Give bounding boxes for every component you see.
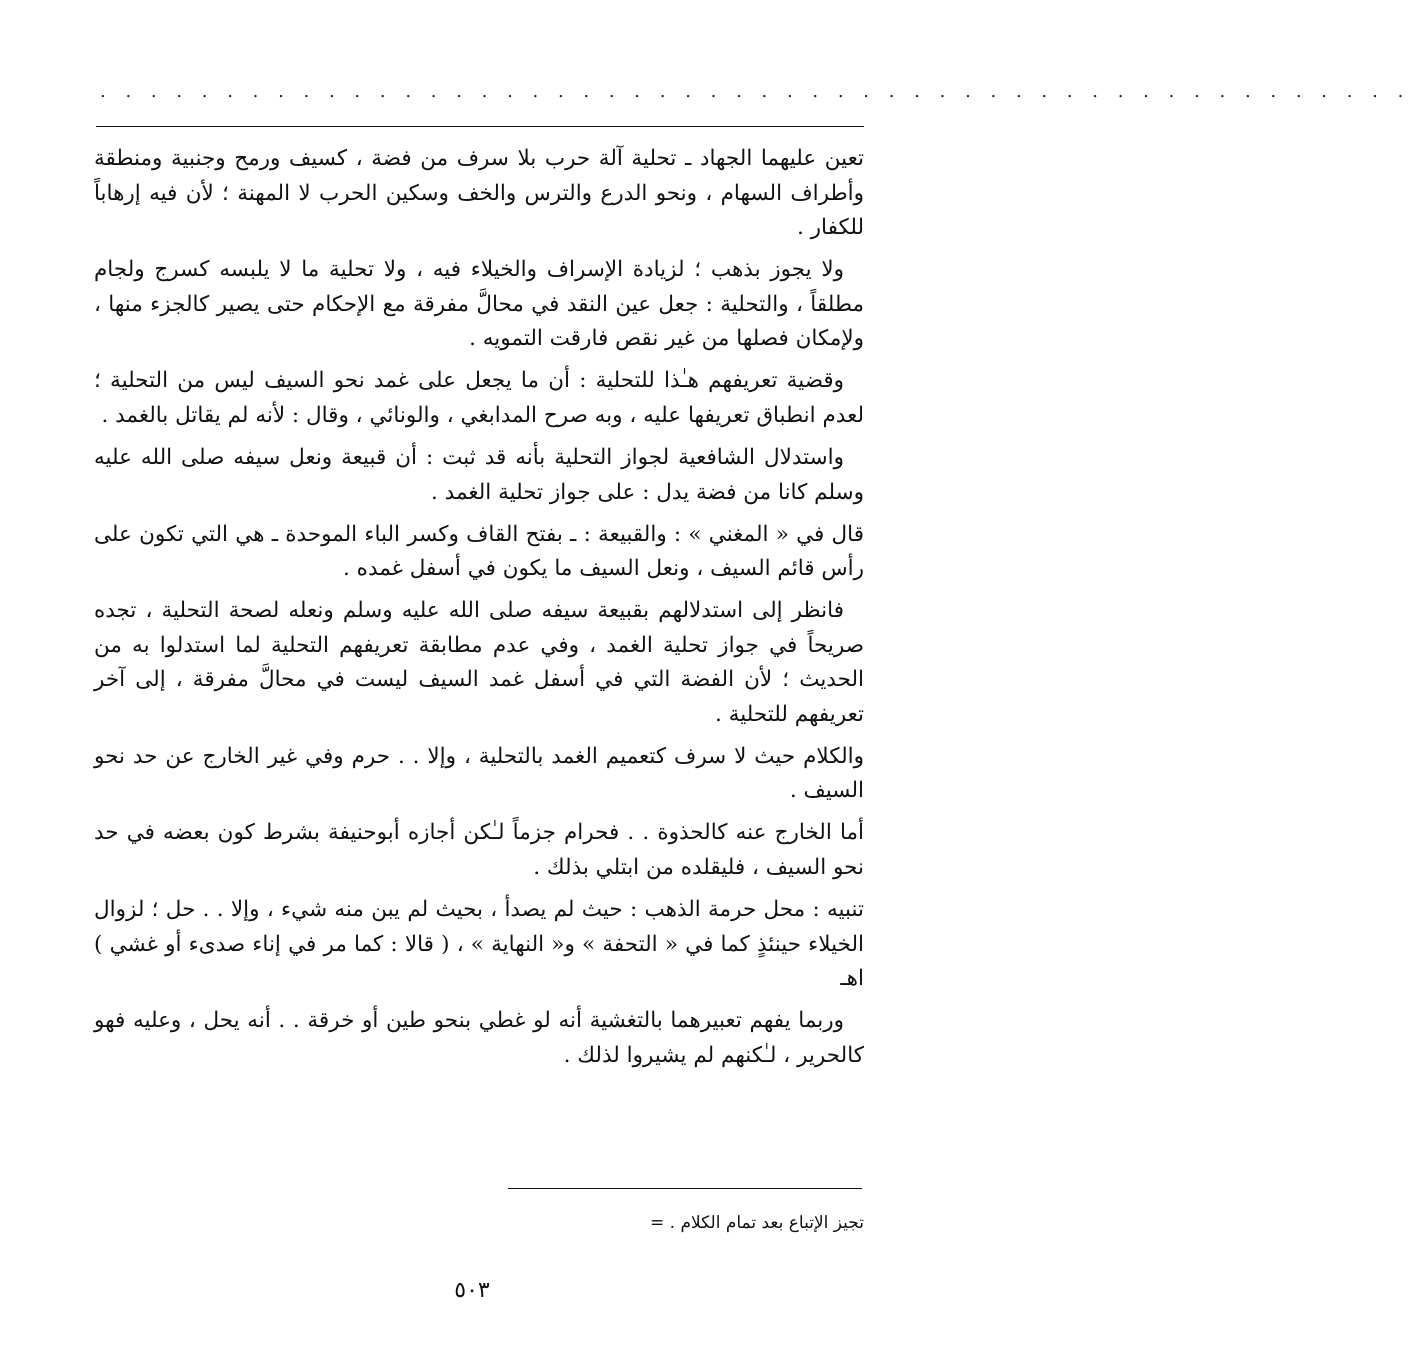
- paragraph-10: وربما يفهم تعبيرهما بالتغشية أنه لو غطي بنحو طين أو خرقة . . أنه يحل ، وعليه فهو كالحرير ، لـٰكنهم لم يشيروا لذلك .: [94, 1008, 864, 1068]
- paragraph-1: تعين عليهما الجهاد ـ تحلية آلة حرب بلا سرف من فضة ، كسيف ورمح وجنبية ومنطقة وأطراف السهام ، ونحو الدرع والترس والخف وسكين الحرب لا المهنة ؛ لأن فيه إرهاباً للكفار .: [94, 146, 864, 241]
- paragraph-7: والكلام حيث لا سرف كتعميم الغمد بالتحلية ، وإلا . . حرم وفي غير الخارج عن حد نحو السيف .: [94, 743, 864, 804]
- main-text: [94, 142, 864, 1081]
- paragraph-5: قال في « المغني » : والقبيعة : ـ بفتح القاف وكسر الباء الموحدة ـ هي التي تكون على رأس قائم السيف ، ونعل السيف ما يكون في أسفل غمده .: [94, 521, 864, 582]
- header-rule: [96, 126, 864, 127]
- footnote-marker: =: [650, 1213, 665, 1233]
- paragraph-3: وقضية تعريفهم هـٰذا للتحلية : أن ما يجعل على غمد نحو السيف ليس من التحلية ؛ لعدم انطباق تعريفها عليه ، وبه صرح المدابغي ، والونائي ، وقال : لأنه لم يقاتل بالغمد .: [94, 368, 864, 428]
- paragraph-6: فانظر إلى استدلالهم بقبيعة سيفه صلى الله عليه وسلم ونعله لصحة التحلية ، تجده صريحاً في جواز تحلية الغمد ، وفي عدم مطابقة تعريفهم التحلية لما استدلوا به من الحديث ؛ لأن الفضة التي في أسفل غمد السيف ليست في محالَّ مفرقة ، إلى آخر تعريفهم للتحلية .: [94, 598, 864, 727]
- header-dotted-line: . . . . . . . . . . . . . . . . . . . . . . . . . . . . . . . . . . . . . . . . . . . . . . . . . . . .: [100, 81, 1410, 102]
- footnote: [628, 1210, 864, 1236]
- paragraph-8: أما الخارج عنه كالحذوة . . فحرام جزماً لـٰكن أجازه أبوحنيفة بشرط كون بعضه في حد نحو السيف ، فليقلده من ابتلي بذلك .: [94, 820, 864, 881]
- footnote-rule: [508, 1188, 862, 1189]
- paragraph-4: واستدلال الشافعية لجواز التحلية بأنه قد ثبت : أن قبيعة ونعل سيفه صلى الله عليه وسلم كانا من فضة يدل : على جواز تحلية الغمد .: [94, 444, 864, 505]
- paragraph-2: ولا يجوز بذهب ؛ لزيادة الإسراف والخيلاء فيه ، ولا تحلية ما لا يلبسه كسرج ولجام مطلقاً ، والتحلية : جعل عين النقد في محالَّ مفرقة مع الإحكام حتى يصير كالجزء منها ، ولإمكان فصلها من غير نقص فارقت التمويه .: [94, 257, 864, 352]
- page-number: ٥٠٣: [454, 1278, 490, 1303]
- footnote-text: تجيز الإتباع بعد تمام الكلام .: [669, 1213, 864, 1233]
- paragraph-9-note: تنبيه : محل حرمة الذهب : حيث لم يصدأ ، بحيث لم يبن منه شيء ، وإلا . . حل ؛ لزوال الخيلاء حينئذٍ كما في « التحفة » و« النهاية » ، ( قالا : كما مر في إناء صدىء أو غشي ) اهـ: [94, 897, 864, 992]
